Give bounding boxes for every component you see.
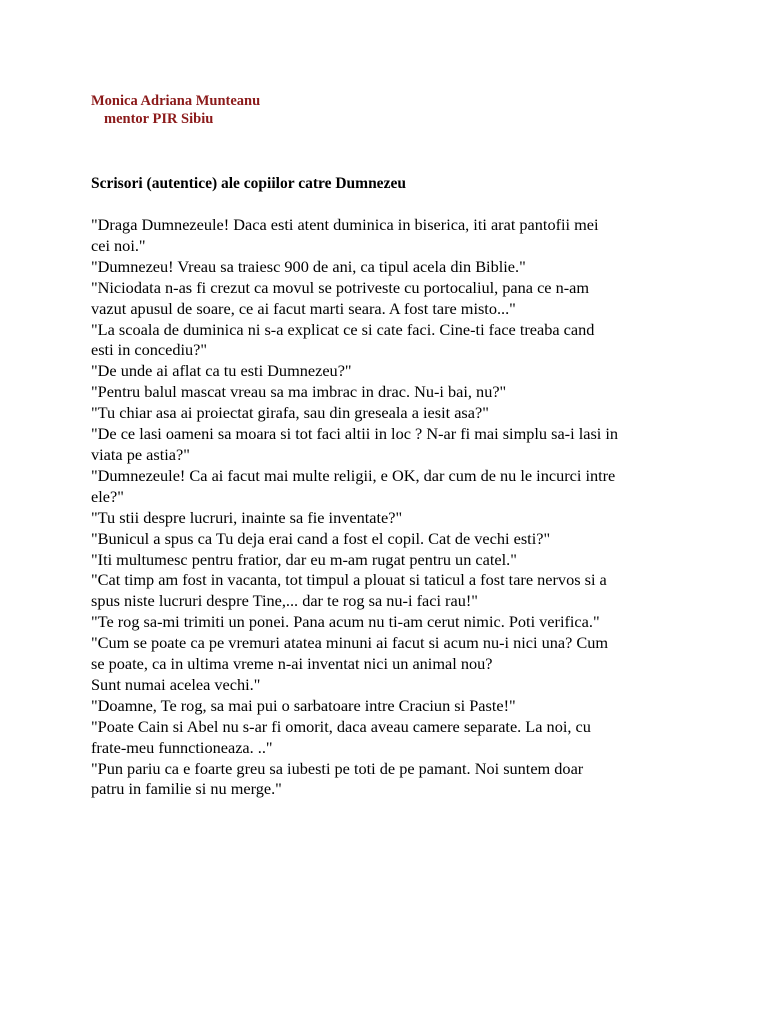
letter-item	[91, 320, 691, 362]
letter-line: ele?"	[91, 486, 124, 506]
letter-line: "De ce lasi oameni sa moara si tot faci altii in loc ? N-ar fi mai simplu sa-i lasi in	[91, 424, 619, 444]
letter-item	[91, 759, 691, 801]
letter-line: "Pentru balul mascat vreau sa ma imbrac in drac. Nu-i bai, nu?"	[91, 382, 507, 402]
letter-item	[91, 529, 691, 550]
letter-line: esti in concediu?"	[91, 340, 208, 360]
letter-line: se poate, ca in ultima vreme n-ai inventat nici un animal nou?	[91, 654, 493, 674]
letter-line: viata pe astia?"	[91, 444, 190, 464]
letter-line: patru in familie si nu merge."	[91, 779, 282, 799]
letter-line: vazut apusul de soare, ce ai facut marti seara. A fost tare misto..."	[91, 298, 516, 318]
letter-line: "Doamne, Te rog, sa mai pui o sarbatoare intre Craciun si Paste!"	[91, 695, 516, 715]
letter-line: "Draga Dumnezeule! Daca esti atent duminica in biserica, iti arat pantofii mei	[91, 215, 599, 234]
letter-line: frate-meu funnctioneaza. .."	[91, 737, 273, 757]
letter-line: "Bunicul a spus ca Tu deja erai cand a fost el copil. Cat de vechi esti?"	[91, 528, 551, 548]
letter-line: cei noi."	[91, 235, 146, 255]
letter-item	[91, 612, 691, 633]
letter-line: "Dumnezeu! Vreau sa traiesc 900 de ani, ca tipul acela din Biblie."	[91, 256, 526, 276]
letter-item	[91, 633, 691, 696]
letter-line: "Cum se poate ca pe vremuri atatea minuni ai facut si acum nu-i nici una? Cum	[91, 633, 609, 653]
letter-item	[91, 403, 691, 424]
letter-line: "Pun pariu ca e foarte greu sa iubesti pe toti de pe pamant. Noi suntem doar	[91, 758, 584, 778]
letter-item	[91, 382, 691, 403]
letter-line: "Tu chiar asa ai proiectat girafa, sau din greseala a iesit asa?"	[91, 403, 489, 423]
letter-line: "De unde ai aflat ca tu esti Dumnezeu?"	[91, 361, 352, 381]
letter-line: "Poate Cain si Abel nu s-ar fi omorit, daca aveau camere separate. La noi, cu	[91, 716, 591, 736]
letter-line: "Dumnezeule! Ca ai facut mai multe religii, e OK, dar cum de nu le incurci intre	[91, 465, 616, 485]
letter-line: Sunt numai acelea vechi."	[91, 674, 261, 694]
author-role: mentor PIR Sibiu	[104, 111, 214, 127]
letter-item	[91, 717, 691, 759]
letter-item	[91, 278, 691, 320]
letter-line: "Niciodata n-as fi crezut ca movul se potriveste cu portocaliul, pana ce n-am	[91, 277, 590, 297]
letter-item	[91, 508, 691, 529]
letter-line: "Tu stii despre lucruri, inainte sa fie inventate?"	[91, 507, 403, 527]
letter-line: "Cat timp am fost in vacanta, tot timpul a plouat si taticul a fost tare nervos si a	[91, 570, 607, 590]
letter-line: "Te rog sa-mi trimiti un ponei. Pana acum nu ti-am cerut nimic. Poti verifica."	[91, 612, 600, 632]
letter-item	[91, 361, 691, 382]
letter-item	[91, 215, 691, 257]
letter-item	[91, 696, 691, 717]
author-name: Monica Adriana Munteanu	[91, 93, 261, 109]
letter-line: spus niste lucruri despre Tine,... dar te rog sa nu-i faci rau!"	[91, 591, 478, 611]
letter-item	[91, 424, 691, 466]
letter-item	[91, 466, 691, 508]
letter-item	[91, 570, 691, 612]
document-page	[91, 92, 691, 800]
letter-line: "La scoala de duminica ni s-a explicat ce si cate faci. Cine-ti face treaba cand	[91, 319, 595, 339]
document-title: Scrisori (autentice) ale copiilor catre Dumnezeu	[91, 175, 406, 192]
letter-item	[91, 257, 691, 278]
letter-item	[91, 550, 691, 571]
letters-list	[91, 215, 691, 800]
letter-line: "Iti multumesc pentru fratior, dar eu m-am rugat pentru un catel."	[91, 549, 517, 569]
